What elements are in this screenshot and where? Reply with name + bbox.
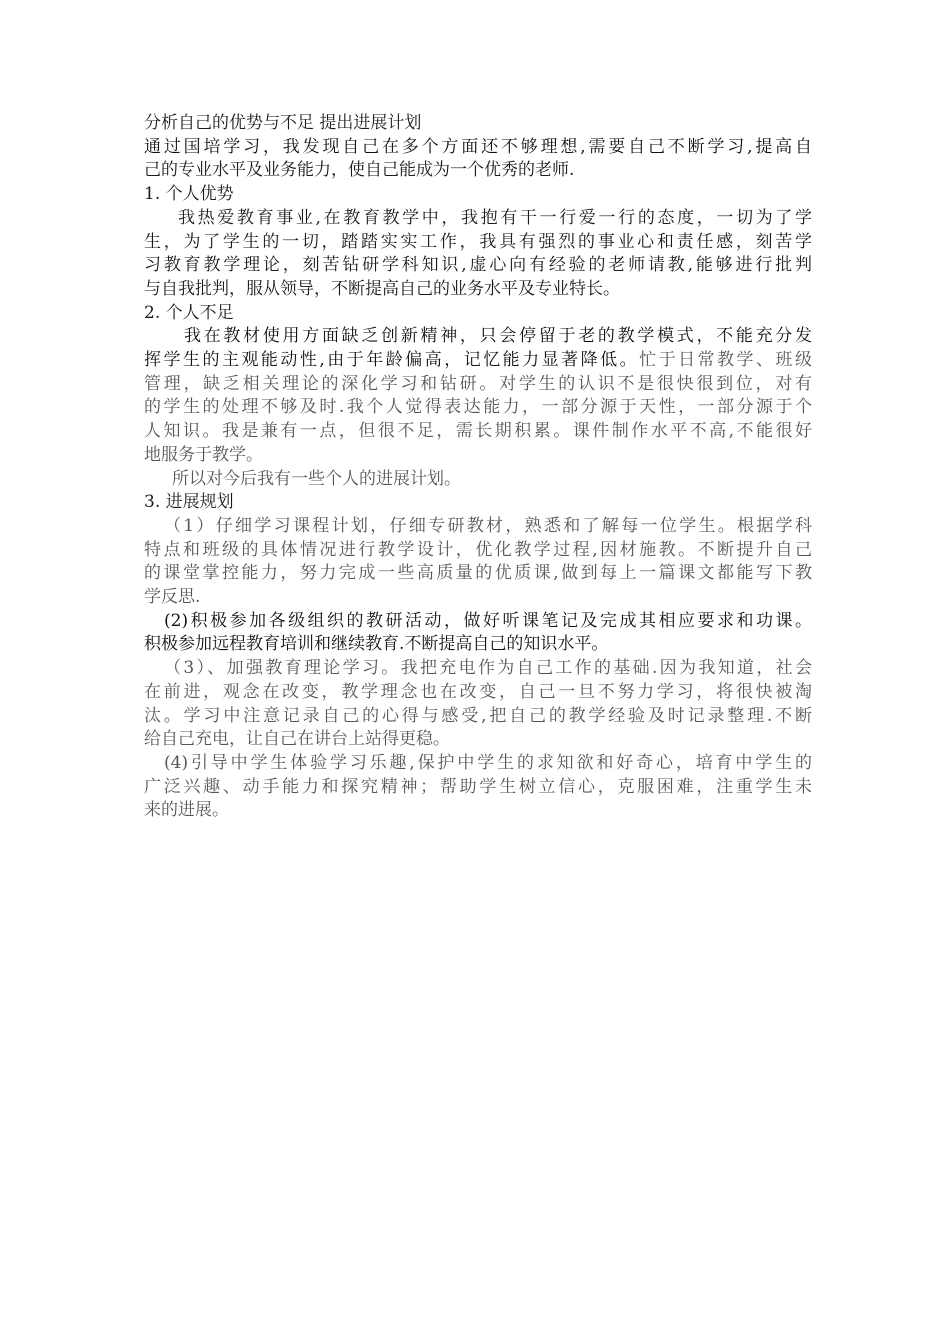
paragraph-line: 我在教材使用方面缺乏创新精神，只会停留于老的教学模式，不能充分发 [184,326,812,347]
plan-item-1-line: 的课堂掌控能力，努力完成一些高质量的优质课,做到每上一篇课文都能写下教 [144,563,812,584]
plan-item-1-line: （1）仔细学习课程计划，仔细专研教材，熟悉和了解每一位学生。根据学科 [164,515,812,536]
dark-text-segment: 挥学生的主观能动性,由于年龄偏高，记忆能力显著降低。 [144,350,640,371]
intro-line: 己的专业水平及业务能力，使自己能成为一个优秀的老师. [144,160,575,181]
plan-item-3-line: 汰。学习中注意记录自己的心得与感受,把自己的教学经验及时记录整理.不断 [144,705,812,726]
paragraph-line: 与自我批判，服从领导，不断提高自己的业务水平及专业特长。 [144,278,620,299]
paragraph-line: 生，为了学生的一切，踏踏实实工作，我具有强烈的事业心和责任感，刻苦学 [144,231,812,252]
plan-item-3-line: （3）、加强教育理论学习。我把充电作为自己工作的基础.因为我知道，社会 [164,658,812,679]
gray-text-segment: 忙于日常教学、班级 [639,350,812,371]
section-heading-plan: 3. 进展规划 [144,492,234,513]
paragraph-line: 人知识。我是兼有一点，但很不足，需长期积累。课件制作水平不高,不能很好 [144,421,812,442]
plan-item-4-line: (4)引导中学生体验学习乐趣,保护中学生的求知欲和好奇心，培育中学生的 [164,752,812,773]
plan-item-1-line: 特点和班级的具体情况进行教学设计，优化教学过程,因材施教。不断提升自己 [144,539,812,560]
paragraph-line: 习教育教学理论，刻苦钻研学科知识,虚心向有经验的老师请教,能够进行批判 [144,255,812,276]
plan-item-2-line: 积极参加远程教育培训和继续教育.不断提高自己的知识水平。 [144,634,609,655]
plan-item-3-line: 在前进，观念在改变，教学理念也在改变，自己一旦不努力学习，将很快被淘 [144,681,812,702]
document-page [144,112,812,823]
plan-item-4-line: 来的进展。 [144,800,229,821]
paragraph-line-mixed [144,349,812,373]
section-heading-weaknesses: 2. 个人不足 [144,302,234,323]
paragraph-line: 管理，缺乏相关理论的深化学习和钻研。对学生的认识不是很快很到位，对有 [144,373,812,394]
paragraph-line: 的学生的处理不够及时.我个人觉得表达能力，一部分源于天性，一部分源于个 [144,397,812,418]
plan-item-1-line: 学反思. [144,587,201,608]
plan-item-2-line: (2)积极参加各级组织的教研活动，做好听课笔记及完成其相应要求和功课。 [164,610,812,631]
document-title: 分析自己的优势与不足 提出进展计划 [144,113,422,133]
paragraph-line: 我热爱教育事业,在教育教学中，我抱有干一行爱一行的态度，一切为了学 [178,207,812,228]
section-heading-strengths: 1. 个人优势 [144,184,234,205]
paragraph-line: 地服务于教学。 [144,444,263,465]
plan-item-4-line: 广泛兴趣、动手能力和探究精神；帮助学生树立信心，克服困难，注重学生未 [144,776,812,797]
paragraph-line: 所以对今后我有一些个人的进展计划。 [172,468,461,489]
plan-item-3-line: 给自己充电，让自己在讲台上站得更稳。 [144,729,450,750]
intro-line: 通过国培学习，我发现自己在多个方面还不够理想,需要自己不断学习,提高自 [144,136,812,157]
